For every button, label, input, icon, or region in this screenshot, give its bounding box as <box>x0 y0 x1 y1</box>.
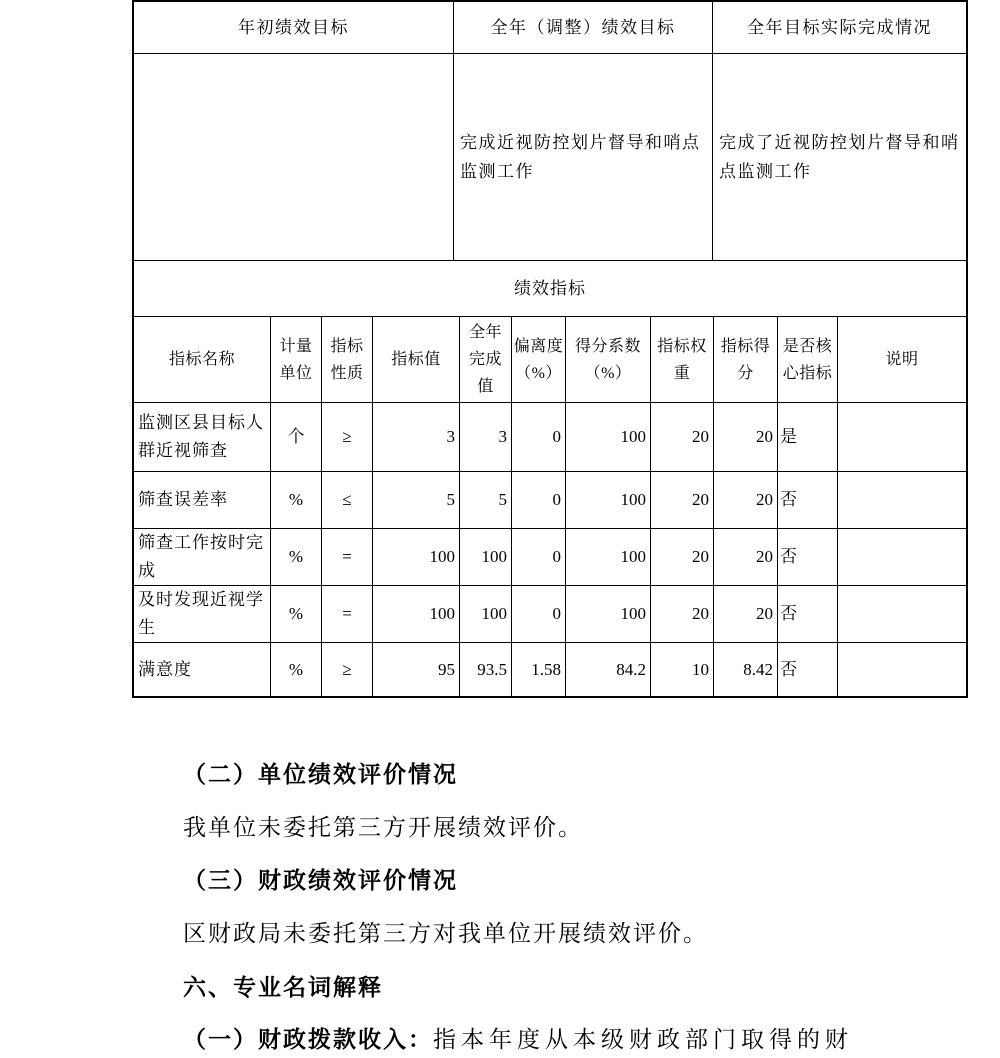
paragraph-fiscal-evaluation: 区财政局未委托第三方对我单位开展绩效评价。 <box>183 921 708 946</box>
cell-actual-completion: 完成了近视防控划片督导和哨点监测工作 <box>719 133 960 181</box>
th-core-indicator: 是否核心指标 <box>778 317 838 402</box>
cell-year-start-goal <box>134 54 454 260</box>
indicators-header-row <box>134 317 966 403</box>
cell-nature: = <box>322 586 373 642</box>
cell-score: 8.42 <box>714 643 778 696</box>
cell-target-value: 5 <box>373 472 460 528</box>
cell-unit: % <box>271 643 322 696</box>
cell-score: 20 <box>714 403 778 471</box>
cell-deviation: 0 <box>512 403 566 471</box>
cell-deviation: 0 <box>512 586 566 642</box>
cell-unit: 个 <box>271 403 322 471</box>
cell-score: 20 <box>714 586 778 642</box>
cell-year-value: 100 <box>460 529 512 585</box>
cell-note <box>838 643 966 696</box>
table-row <box>134 472 966 529</box>
cell-weight: 10 <box>651 643 714 696</box>
cell-core-indicator: 否 <box>778 643 838 696</box>
th-score: 指标得分 <box>714 317 778 402</box>
cell-target-value: 3 <box>373 403 460 471</box>
cell-deviation: 1.58 <box>512 643 566 696</box>
cell-score: 20 <box>714 472 778 528</box>
cell-indicator-name: 及时发现近视学生 <box>134 586 271 642</box>
cell-indicator-name: 筛查误差率 <box>134 472 271 528</box>
th-indicator-name: 指标名称 <box>134 317 271 402</box>
cell-target-value: 95 <box>373 643 460 696</box>
table-row <box>134 643 966 696</box>
cell-score: 20 <box>714 529 778 585</box>
th-weight: 指标权重 <box>651 317 714 402</box>
cell-unit: % <box>271 529 322 585</box>
cell-score-coefficient: 100 <box>566 403 651 471</box>
cell-core-indicator: 否 <box>778 529 838 585</box>
cell-note <box>838 472 966 528</box>
cell-year-value: 100 <box>460 586 512 642</box>
cell-score-coefficient: 100 <box>566 586 651 642</box>
cell-nature: = <box>322 529 373 585</box>
cell-nature: ≥ <box>322 403 373 471</box>
table-row <box>134 403 966 472</box>
cell-unit: % <box>271 472 322 528</box>
th-target-value: 指标值 <box>373 317 460 402</box>
table-row <box>134 529 966 586</box>
cell-deviation: 0 <box>512 529 566 585</box>
cell-score-coefficient: 84.2 <box>566 643 651 696</box>
term-name: （一）财政拨款收入： <box>183 1027 433 1052</box>
paragraph-unit-evaluation: 我单位未委托第三方开展绩效评价。 <box>183 815 583 840</box>
table-row <box>134 586 966 643</box>
cell-nature: ≤ <box>322 472 373 528</box>
cell-unit: % <box>271 586 322 642</box>
cell-weight: 20 <box>651 472 714 528</box>
cell-year-value: 5 <box>460 472 512 528</box>
cell-indicator-name: 监测区县目标人群近视筛查 <box>134 403 271 471</box>
section-heading-fiscal-evaluation: （三）财政绩效评价情况 <box>183 868 458 893</box>
body-text <box>183 760 973 1058</box>
goals-header-row <box>134 2 966 54</box>
indicators-section-title: 绩效指标 <box>514 278 586 298</box>
th-deviation: 偏离度（%） <box>512 317 566 402</box>
cell-nature: ≥ <box>322 643 373 696</box>
th-unit: 计量单位 <box>271 317 322 402</box>
cell-score-coefficient: 100 <box>566 472 651 528</box>
th-adjusted-goal: 全年（调整）绩效目标 <box>454 2 713 53</box>
cell-note <box>838 529 966 585</box>
goals-body-row <box>134 54 966 261</box>
cell-weight: 20 <box>651 586 714 642</box>
section-heading-unit-evaluation: （二）单位绩效评价情况 <box>183 762 458 787</box>
cell-deviation: 0 <box>512 472 566 528</box>
term-definition-text: 指本年度从本级财政部门取得的财 <box>433 1027 853 1052</box>
paragraph-term-definition <box>183 1025 973 1055</box>
cell-note <box>838 403 966 471</box>
th-year-start-goal: 年初绩效目标 <box>134 2 454 53</box>
th-year-value: 全年完成值 <box>460 317 512 402</box>
cell-target-value: 100 <box>373 529 460 585</box>
cell-indicator-name: 筛查工作按时完成 <box>134 529 271 585</box>
cell-adjusted-goal: 完成近视防控划片督导和哨点监测工作 <box>454 54 713 260</box>
cell-target-value: 100 <box>373 586 460 642</box>
cell-core-indicator: 是 <box>778 403 838 471</box>
indicators-section-band <box>134 261 966 317</box>
th-actual-completion: 全年目标实际完成情况 <box>747 17 932 37</box>
cell-year-value: 3 <box>460 403 512 471</box>
cell-year-value: 93.5 <box>460 643 512 696</box>
th-note: 说明 <box>885 351 919 368</box>
cell-core-indicator: 否 <box>778 586 838 642</box>
section-heading-terminology: 六、专业名词解释 <box>183 974 383 1000</box>
cell-indicator-name: 满意度 <box>134 643 271 696</box>
performance-report-table <box>132 0 968 698</box>
cell-note <box>838 586 966 642</box>
cell-weight: 20 <box>651 403 714 471</box>
cell-score-coefficient: 100 <box>566 529 651 585</box>
th-score-coefficient: 得分系数（%） <box>566 317 651 402</box>
th-nature: 指标性质 <box>322 317 373 402</box>
cell-weight: 20 <box>651 529 714 585</box>
cell-core-indicator: 否 <box>778 472 838 528</box>
